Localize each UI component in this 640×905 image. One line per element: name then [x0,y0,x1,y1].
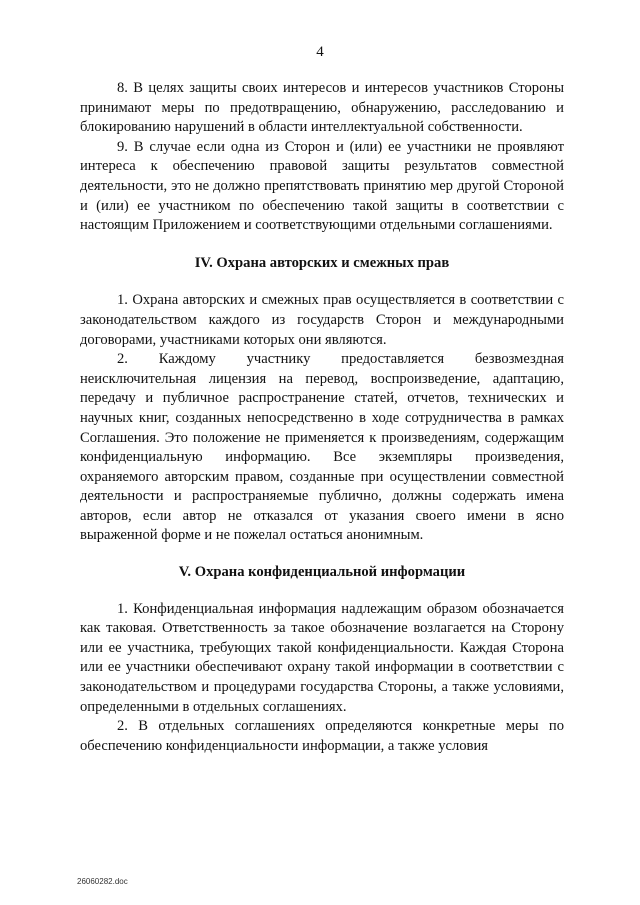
paragraph-5-2: 2. В отдельных соглашениях определяются конкретные меры по обеспечению конфиденциальности информации, а также условия [80,718,564,754]
footer-filename: 26060282.doc [77,877,128,886]
paragraph-3-8: 8. В целях защиты своих интересов и интересов участников Стороны принимают меры по предотвращению, обнаружению, расследованию и блокированию нарушений в области интеллектуальной собственности. [80,80,564,136]
paragraph-4-2: 2. Каждому участнику предоставляется безвозмездная неисключительная лицензия на перевод, воспроизведение, адаптацию, передачу и публичное распространение статей, отчетов, технических и научных книг, созданных непосредственно в ходе сотрудничества в рамках Соглашения. Это положение не применяется к произведениям, содержащим конфиденциальную информацию. Все экземпляры произведения, охраняемого авторским правом, созданные при осуществлении совместной деятельности и распространяемые публично, должны содержать имена авторов, если автор не отказался от указания своего имени в ясно выраженной форме и не пожелал остаться анонимным. [80,351,564,544]
document-body [80,79,564,756]
section-heading-v: V. Охрана конфиденциальной информации [178,564,466,581]
paragraph-4-1: 1. Охрана авторских и смежных прав осуществляется в соответствии с законодательством каждого из государств Сторон и международными договорами, участниками которых они являются. [80,292,564,348]
paragraph-3-9: 9. В случае если одна из Сторон и (или) ее участники не проявляют интереса к обеспечению правовой защиты результатов совместной деятельности, это не должно препятствовать принятию мер другой Стороной и (или) ее участником по обеспечению такой защиты в соответствии с настоящим Приложением и соответствующими отдельными соглашениями. [80,138,564,234]
page-number: 4 [316,44,324,60]
paragraph-5-1: 1. Конфиденциальная информация надлежащим образом обозначается как таковая. Ответственность за такое обозначение возлагается на Сторону или ее участника, требующих такой конфиденциальности. Каждая Сторона или ее участники обеспечивают охрану такой информации в соответствии с законодательством и процедурами государства Стороны, а также условиями, определенными в отдельных соглашениях. [80,600,564,715]
section-heading-iv: IV. Охрана авторских и смежных прав [194,254,450,271]
